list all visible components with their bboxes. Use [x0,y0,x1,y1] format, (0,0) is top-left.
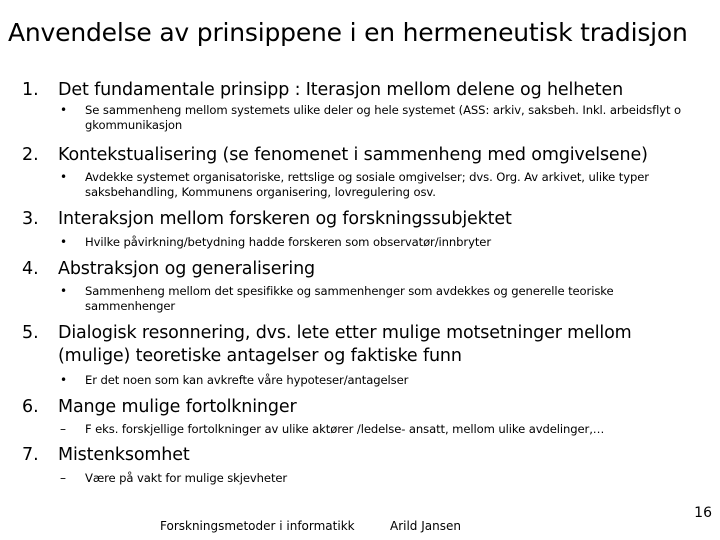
item-heading-5: Dialogisk resonnering, dvs. lete etter mulige motsetninger mellom (mulige) teoretiske antagelser og faktiske funn [58,323,632,366]
slide-title: Anvendelse av prinsippene i en hermeneutisk tradisjon [8,18,688,47]
footer-course: Forskningsmetoder i informatikk [160,519,355,533]
item-number-6: 6. [22,397,39,417]
item-number-4: 4. [22,259,39,279]
item-heading-2: Kontekstualisering (se fenomenet i sammenheng med omgivelsene) [58,145,648,165]
item-heading-3: Interaksjon mellom forskeren og forskningssubjektet [58,209,512,229]
item-heading-1: Det fundamentale prinsipp : Iterasjon mellom delene og helheten [58,80,624,100]
item-heading-6: Mange mulige fortolkninger [58,397,297,417]
item-number-3: 3. [22,209,39,229]
item-number-1: 1. [22,80,39,100]
item-detail-4: Sammenheng mellom det spesifikke og sammenhenger som avdekkes og generelle teoriske sammenhenger [85,284,614,313]
item-heading-7: Mistenksomhet [58,445,190,465]
item-detail-5: Er det noen som kan avkrefte våre hypoteser/antagelser [85,373,409,387]
item-number-7: 7. [22,445,39,465]
page-number: 16 [694,505,712,521]
item-detail-3: Hvilke påvirkning/betydning hadde forskeren som observatør/innbryter [85,235,491,249]
bullet-marker: • [60,170,68,184]
bullet-marker: • [60,235,68,249]
item-detail-2: Avdekke systemet organisatoriske, rettslige og sosiale omgivelser; dvs. Org. Av arkivet, ulike typer saksbehandling, Kommunens organisering, lovregulering osv. [85,170,649,199]
dash-marker: – [60,471,66,485]
bullet-marker: • [60,103,68,117]
item-detail-6: F eks. forskjellige fortolkninger av ulike aktører /ledelse- ansatt, mellom ulike avdelinger,… [85,422,605,436]
item-heading-4: Abstraksjon og generalisering [58,259,315,279]
dash-marker: – [60,422,66,436]
item-number-2: 2. [22,145,39,165]
footer-author: Arild Jansen [390,519,461,533]
item-detail-7: Være på vakt for mulige skjevheter [85,471,288,485]
item-detail-1: Se sammenheng mellom systemets ulike deler og hele systemet (ASS: arkiv, saksbeh. Inkl. arbeidsflyt o gkommunikasjon [85,103,682,132]
bullet-marker: • [60,373,68,387]
bullet-marker: • [60,284,68,298]
item-number-5: 5. [22,323,39,343]
